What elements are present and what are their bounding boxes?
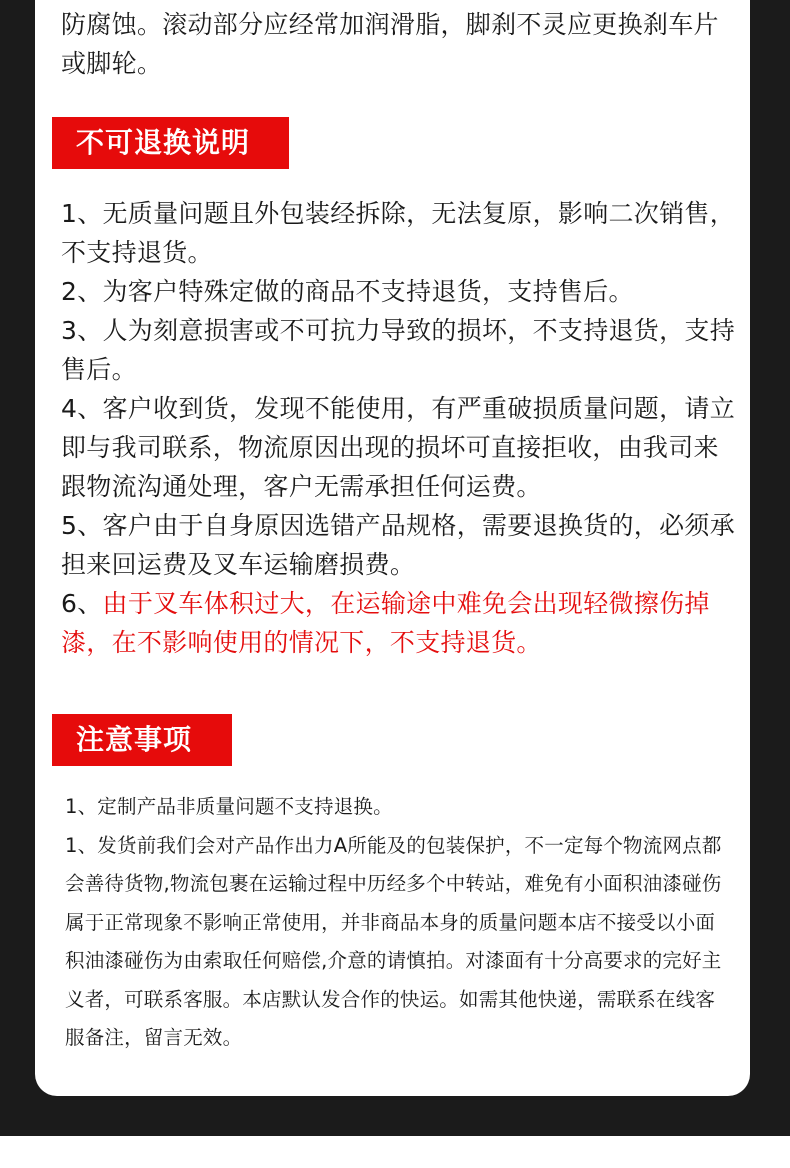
- list-item-highlighted: [61, 584, 737, 662]
- list-item-number: 6、: [61, 589, 103, 618]
- content-card: [35, 0, 750, 1096]
- notes-list: [65, 788, 733, 1058]
- highlighted-warning-text: 由于叉车体积过大，在运输途中难免会出现轻微擦伤掉漆，在不影响使用的情况下，不支持退货。: [61, 589, 710, 657]
- no-return-list: [61, 194, 737, 662]
- list-item: 1、发货前我们会对产品作出力A所能及的包装保护，不一定每个物流网点都会善待货物,物流包裹在运输过程中历经多个中转站，难免有小面积油漆碰伤属于正常现象不影响正常使用，并非商品本身的质量问题本店不接受以小面积油漆碰伤为由索取任何赔偿,介意的请慎拍。对漆面有十分高要求的完好主义者，可联系客服。本店默认发合作的快运。如需其他快递，需联系在线客服备注，留言无效。: [65, 833, 722, 1049]
- section-heading-notes: 注意事项: [52, 714, 232, 766]
- list-item: 2、为客户特殊定做的商品不支持退货，支持售后。: [61, 277, 634, 306]
- intro-text: 防腐蚀。滚动部分应经常加润滑脂，脚刹不灵应更换刹车片或脚轮。: [61, 10, 719, 78]
- list-item: 3、人为刻意损害或不可抗力导致的损坏，不支持退货，支持售后。: [61, 316, 736, 384]
- list-item: 4、客户收到货，发现不能使用，有严重破损质量问题，请立即与我司联系，物流原因出现的损坏可直接拒收，由我司来跟物流沟通处理，客户无需承担任何运费。: [61, 394, 736, 501]
- list-item: 1、无质量问题且外包装经拆除，无法复原，影响二次销售，不支持退货。: [61, 199, 736, 267]
- list-item: 5、客户由于自身原因选错产品规格，需要退换货的，必须承担来回运费及叉车运输磨损费。: [61, 511, 736, 579]
- section-heading-no-return: 不可退换说明: [52, 117, 289, 169]
- list-item: 1、定制产品非质量问题不支持退换。: [65, 795, 393, 818]
